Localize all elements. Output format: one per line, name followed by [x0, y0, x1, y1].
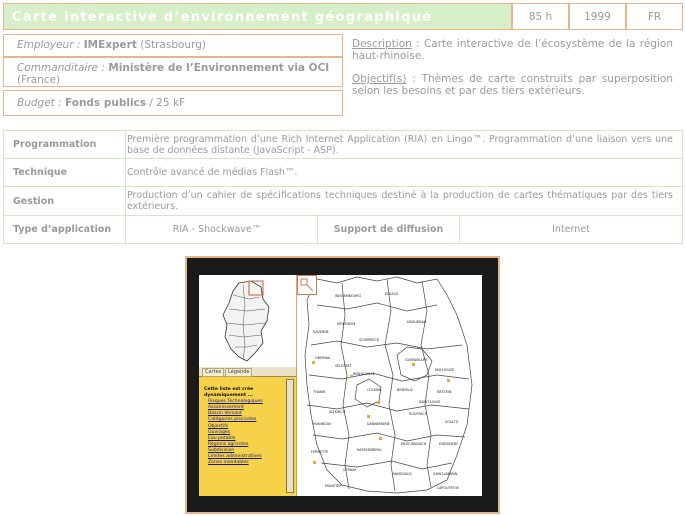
row-label-gestion: Gestion: [4, 187, 126, 215]
svg-text:SOULTZ: SOULTZ: [445, 420, 459, 424]
panel-tabs: [199, 367, 296, 377]
objective-label: Objectif(s): [352, 73, 407, 85]
budget-label: Budget :: [17, 97, 62, 109]
employer-label: Employeur :: [17, 39, 81, 51]
svg-text:MOLSHEIM: MOLSHEIM: [337, 322, 356, 326]
svg-text:LAPOUTROIE: LAPOUTROIE: [437, 486, 459, 490]
svg-text:SAINT-LOUIS: SAINT-LOUIS: [419, 400, 441, 404]
client-field: [3, 57, 343, 87]
svg-text:THANN: THANN: [313, 390, 326, 394]
svg-text:FERRETTE: FERRETTE: [311, 450, 329, 454]
list-item[interactable]: Objectifs: [208, 423, 229, 429]
svg-text:WISSEMBOURG: WISSEMBOURG: [335, 294, 362, 298]
description-body: : Carte interactive de l’écosystème de la région haut-rhinoise.: [352, 38, 673, 62]
table-row: [3, 158, 683, 187]
list-item[interactable]: Subdivision: [208, 447, 235, 453]
svg-text:ELSASS: ELSASS: [385, 292, 398, 296]
page-title: Carte interactive d’environnement géographique: [3, 3, 512, 30]
svg-text:RIBEAUVILLE: RIBEAUVILLE: [353, 372, 375, 376]
main-map-shape: [297, 275, 482, 496]
client-place: (France): [17, 74, 61, 86]
row-value-gestion: Production d’un cahier de spécifications techniques destiné à la production de cartes thématiques par des tiers extérieurs.: [127, 190, 673, 212]
row-label-technique: Technique: [4, 159, 126, 186]
row-label-programmation: Programmation: [4, 131, 126, 158]
svg-text:HAGUENAU: HAGUENAU: [407, 320, 427, 324]
support-value: Internet: [552, 224, 590, 235]
main-map[interactable]: [297, 275, 482, 496]
list-item[interactable]: Zones inondables: [208, 460, 249, 466]
overview-map[interactable]: [199, 275, 297, 367]
table-row: [3, 130, 683, 159]
theme-list: [204, 387, 284, 466]
list-item[interactable]: Assainissement: [208, 405, 244, 411]
budget-name: Fonds publics: [64, 97, 147, 109]
client-name: Ministère de l’Environnement via OCI: [108, 62, 330, 74]
svg-text:KAYSERSBERG: KAYSERSBERG: [357, 448, 382, 452]
svg-text:SELESTAT: SELESTAT: [335, 364, 352, 368]
app-type-value: RIA - Shockwave™: [117, 216, 318, 243]
objective-text: [352, 73, 673, 97]
svg-text:BENFELD: BENFELD: [397, 388, 413, 392]
table-row: [3, 186, 683, 216]
theme-panel: [199, 367, 297, 496]
svg-text:HUNINGUE: HUNINGUE: [313, 422, 332, 426]
svg-text:SAVERNE: SAVERNE: [313, 330, 329, 334]
list-item[interactable]: Bassin Versant: [208, 411, 242, 417]
panel-scrollbar[interactable]: [286, 379, 294, 493]
year-badge: 1999: [569, 3, 626, 30]
svg-text:SCHIRMECK: SCHIRMECK: [359, 338, 380, 342]
svg-text:NEUF-BRISACH: NEUF-BRISACH: [401, 442, 427, 446]
svg-text:COLMAR: COLMAR: [367, 388, 382, 392]
employer-place: (Strasbourg): [140, 39, 206, 51]
svg-text:DANNEMARIE: DANNEMARIE: [367, 422, 390, 426]
description-label: Description: [352, 38, 412, 50]
svg-text:MULHOUSE: MULHOUSE: [435, 368, 455, 372]
list-item[interactable]: Ouvrages: [208, 429, 231, 435]
svg-text:MUNSTER: MUNSTER: [325, 484, 342, 488]
svg-text:ENSISHEIM: ENSISHEIM: [439, 442, 458, 446]
budget-value: / 25 kF: [149, 97, 186, 109]
hours-badge: 85 h: [512, 3, 569, 30]
svg-text:OBERNAI: OBERNAI: [315, 356, 331, 360]
list-item[interactable]: Eau potable: [208, 435, 236, 441]
list-item[interactable]: Limites administratives: [208, 454, 262, 460]
employer-field: [3, 34, 343, 57]
row-value-technique: Contrôle avancé de médias Flash™.: [127, 167, 298, 178]
description-text: [352, 38, 673, 62]
theme-list-header: Cette liste est crée dynamiquement ...: [204, 387, 254, 399]
table-row: [3, 215, 683, 244]
svg-text:GUEBWILLER: GUEBWILLER: [405, 358, 428, 362]
employer-name: IMExpert: [83, 39, 137, 51]
svg-text:ERSTEIN: ERSTEIN: [437, 390, 452, 394]
row-label-app-type: Type d’application: [4, 216, 126, 243]
language-badge: FR: [626, 3, 683, 30]
client-label: Commanditaire :: [17, 62, 106, 74]
map-zoom-control[interactable]: [297, 275, 317, 295]
overview-map-shape: [199, 275, 296, 367]
svg-text:ALTKIRCH: ALTKIRCH: [329, 410, 346, 414]
list-item[interactable]: Catégories piscicoles: [208, 417, 257, 423]
svg-text:ROUFFACH: ROUFFACH: [409, 412, 428, 416]
budget-field: [3, 90, 343, 116]
app-screenshot: [185, 256, 500, 514]
svg-text:CERNAY: CERNAY: [343, 468, 357, 472]
list-item[interactable]: Risques Technologiques: [208, 399, 263, 405]
tab-legende[interactable]: Légende: [225, 368, 252, 377]
tab-cartes[interactable]: Cartes: [202, 368, 224, 377]
list-item[interactable]: Régions agricoles: [208, 441, 249, 447]
row-value-programmation: Première programmation d’une Rich Internet Application (RIA) en Lingo™. Programmation d’une liaison vers une base de données distante (JavaScript - ASP).: [127, 133, 673, 156]
app-window: [199, 275, 482, 496]
support-label: Support de diffusion: [318, 216, 460, 243]
svg-text:SAINT-AMARIN: SAINT-AMARIN: [433, 472, 458, 476]
zoom-icon: [298, 276, 316, 294]
objective-body: : Thèmes de carte construits par superposition selon les besoins et par des tiers extérieurs.: [352, 73, 673, 97]
svg-text:MASEVAUX: MASEVAUX: [393, 472, 412, 476]
